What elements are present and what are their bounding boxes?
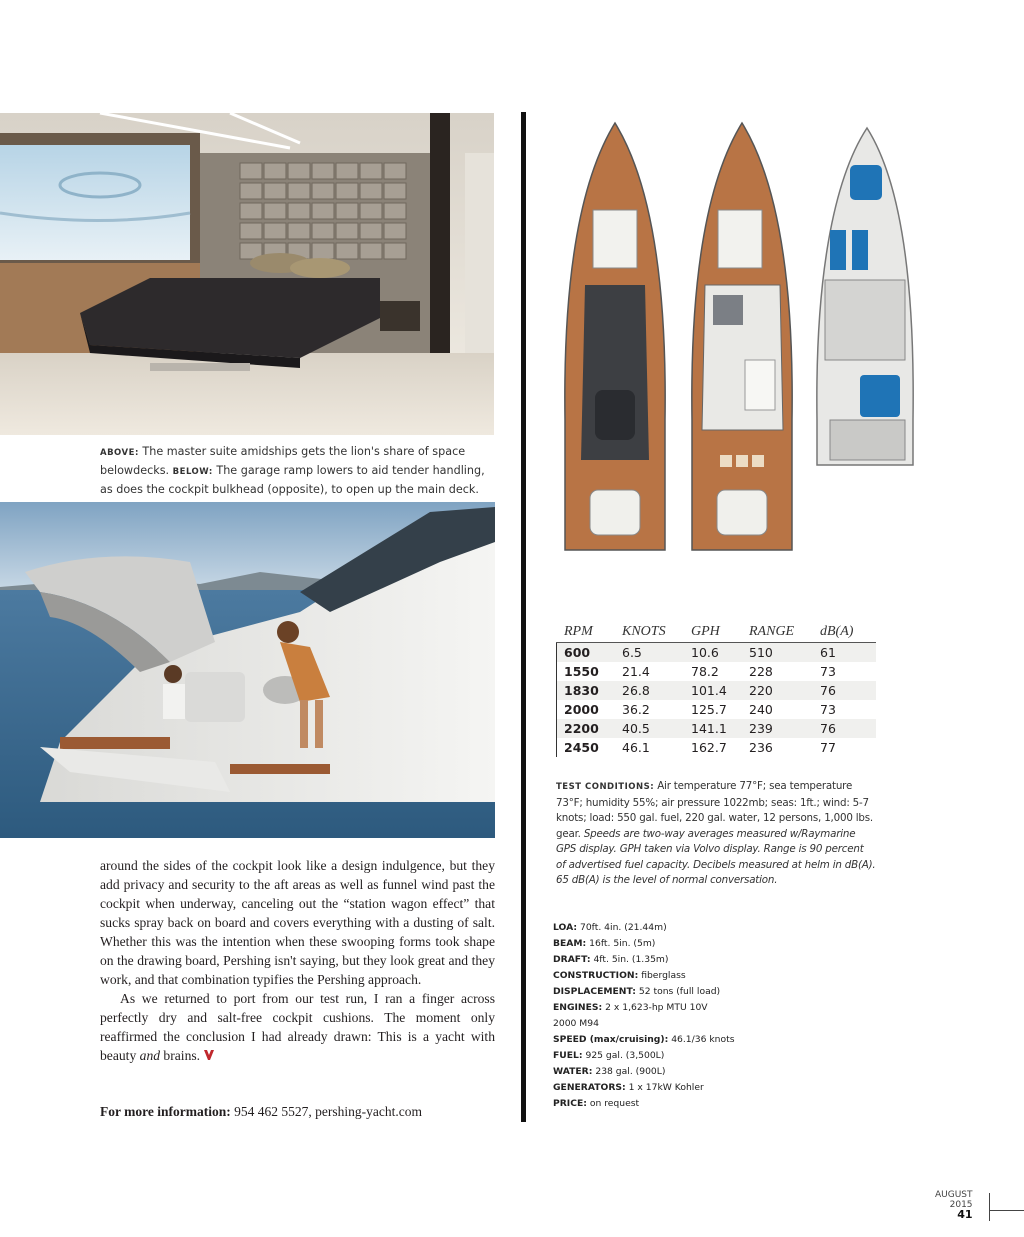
spec-item xyxy=(553,1048,735,1064)
cell-gph: 78.2 xyxy=(691,664,719,679)
spec-item xyxy=(553,1016,735,1032)
spec-item xyxy=(553,1032,735,1048)
cell-knots: 36.2 xyxy=(622,702,650,717)
cell-knots: 21.4 xyxy=(622,664,650,679)
yachting-end-mark-icon xyxy=(203,1049,215,1061)
folio-month: AUGUST xyxy=(935,1190,973,1200)
cell-range: 239 xyxy=(749,721,773,736)
cell-dba: 73 xyxy=(820,702,836,717)
deck-plan-upper xyxy=(565,123,665,550)
header-rpm: RPM xyxy=(564,624,593,639)
spec-value: 925 gal. (3,500L) xyxy=(585,1050,665,1061)
folio-year: 2015 xyxy=(949,1200,973,1210)
spec-item xyxy=(553,984,735,1000)
cell-dba: 76 xyxy=(820,721,836,736)
specifications-list xyxy=(553,920,735,1112)
body-paragraph-2-end: brains. xyxy=(160,1048,201,1063)
spec-label: WATER: xyxy=(553,1066,593,1077)
test-conditions-notes: Speeds are two-way averages measured w/Raymarine GPS display. GPH taken via Volvo display. Range is 90 percent of advertised fuel capacity. Decibels measured at helm in dB(A). 65 dB(A) is the level of normal conversation. xyxy=(556,827,876,886)
cell-rpm: 1550 xyxy=(564,664,599,679)
spec-value: 46.1/36 knots xyxy=(671,1034,735,1045)
table-row xyxy=(556,719,876,738)
page-number: 41 xyxy=(957,1208,973,1221)
spec-value: 52 tons (full load) xyxy=(638,986,721,997)
spec-value: 2 x 1,623-hp MTU 10V xyxy=(605,1002,708,1013)
master-suite-photo xyxy=(0,113,494,435)
cell-gph: 141.1 xyxy=(691,721,727,736)
spec-value: 1 x 17kW Kohler xyxy=(628,1082,704,1093)
spec-value: 238 gal. (900L) xyxy=(595,1066,666,1077)
spec-item xyxy=(553,936,735,952)
folio-divider xyxy=(989,1193,990,1221)
caption-below-label: BELOW: xyxy=(172,467,213,477)
header-range: RANGE xyxy=(749,624,795,639)
table-row xyxy=(556,700,876,719)
cell-rpm: 2200 xyxy=(564,721,599,736)
spec-item xyxy=(553,968,735,984)
caption-above-text: The master suite amidships gets the lion's share of space belowdecks. xyxy=(100,445,466,477)
spec-label: LOA: xyxy=(553,922,578,933)
spec-value: 4ft. 5in. (1.35m) xyxy=(593,954,669,965)
table-row xyxy=(556,738,876,757)
body-paragraph-2-start: As we returned to port from our test run, I ran a finger across perfectly dry and salt-free cockpit cushions. The moment only reaffirmed the conclusion I had already drawn: This is a yacht with beauty xyxy=(100,991,495,1063)
cell-range: 228 xyxy=(749,664,773,679)
cell-knots: 6.5 xyxy=(622,645,642,660)
caption-below-text: The garage ramp lowers to aid tender handling, as does the cockpit bulkhead (opposite), to open up the main deck. xyxy=(100,464,485,496)
performance-table xyxy=(556,624,876,757)
test-conditions-label: TEST CONDITIONS: xyxy=(556,782,655,792)
cell-dba: 76 xyxy=(820,683,836,698)
spec-value: 16ft. 5in. (5m) xyxy=(589,938,656,949)
spec-label: GENERATORS: xyxy=(553,1082,626,1093)
spec-label: CONSTRUCTION: xyxy=(553,970,639,981)
cell-knots: 46.1 xyxy=(622,740,650,755)
cell-rpm: 600 xyxy=(564,645,591,660)
cell-gph: 101.4 xyxy=(691,683,727,698)
more-info-label: For more information: xyxy=(100,1104,231,1119)
deck-plan-lower xyxy=(817,128,913,465)
cell-range: 510 xyxy=(749,645,773,660)
cell-knots: 26.8 xyxy=(622,683,650,698)
spec-value: 2000 M94 xyxy=(553,1018,599,1029)
table-row xyxy=(556,662,876,681)
cell-range: 240 xyxy=(749,702,773,717)
cell-gph: 125.7 xyxy=(691,702,727,717)
cell-dba: 61 xyxy=(820,645,836,660)
performance-table-body xyxy=(556,643,876,757)
body-paragraph-1: around the sides of the cockpit look like a design indulgence, but they add privacy and security to the aft areas as well as funnel wind past the cockpit when underway, canceling out the “station wagon effect” that sucks spray back on board and covers everything with a dusting of salt. Whether this was the intention when these swooping forms took shape on the drawing board, Pershing isn't saying, but they look great and they work, and that combination typifies the Pershing approach. xyxy=(100,858,495,987)
test-conditions xyxy=(556,779,876,889)
cell-range: 220 xyxy=(749,683,773,698)
spec-item xyxy=(553,1096,735,1112)
more-info-text: 954 462 5527, pershing-yacht.com xyxy=(230,1104,422,1119)
test-conditions-text: Air temperature 77°F; sea temperature 73°F; humidity 55%; air pressure 1022mb; seas: 1ft.; wind: 5-7 knots; load: 550 gal. fuel, 220 gal. water, 12 persons, 1,000 lbs. gear. xyxy=(556,780,873,840)
spec-label: BEAM: xyxy=(553,938,587,949)
header-dba: dB(A) xyxy=(820,624,854,639)
cell-gph: 162.7 xyxy=(691,740,727,755)
cell-rpm: 2000 xyxy=(564,702,599,717)
cell-knots: 40.5 xyxy=(622,721,650,736)
photo-caption xyxy=(100,443,490,498)
spec-item xyxy=(553,1000,735,1016)
cell-gph: 10.6 xyxy=(691,645,719,660)
spec-item xyxy=(553,920,735,936)
caption-above-label: ABOVE: xyxy=(100,448,139,458)
cell-dba: 77 xyxy=(820,740,836,755)
header-knots: KNOTS xyxy=(622,624,666,639)
cell-rpm: 2450 xyxy=(564,740,599,755)
table-row xyxy=(556,681,876,700)
spec-value: fiberglass xyxy=(641,970,686,981)
spec-item xyxy=(553,1080,735,1096)
more-information xyxy=(100,1104,422,1120)
spec-label: SPEED (max/cruising): xyxy=(553,1034,669,1045)
table-row xyxy=(556,643,876,662)
spec-label: PRICE: xyxy=(553,1098,587,1109)
spec-item xyxy=(553,952,735,968)
cell-dba: 73 xyxy=(820,664,836,679)
spec-label: FUEL: xyxy=(553,1050,583,1061)
folio-rule xyxy=(989,1210,1024,1211)
cockpit-garage-photo xyxy=(0,502,495,838)
spec-value: 70ft. 4in. (21.44m) xyxy=(579,922,667,933)
spec-item xyxy=(553,1064,735,1080)
deck-plans xyxy=(555,120,925,580)
header-gph: GPH xyxy=(691,624,720,639)
body-paragraph-2 xyxy=(100,989,495,1065)
performance-table-header xyxy=(556,624,876,643)
cell-rpm: 1830 xyxy=(564,683,599,698)
deck-plan-main xyxy=(692,123,792,550)
spec-label: ENGINES: xyxy=(553,1002,603,1013)
spec-label: DRAFT: xyxy=(553,954,591,965)
article-body xyxy=(100,856,495,1065)
folio xyxy=(935,1190,973,1220)
spec-value: on request xyxy=(589,1098,640,1109)
spec-label: DISPLACEMENT: xyxy=(553,986,636,997)
body-paragraph-2-italic: and xyxy=(139,1048,161,1063)
column-divider xyxy=(521,112,526,1122)
cell-range: 236 xyxy=(749,740,773,755)
